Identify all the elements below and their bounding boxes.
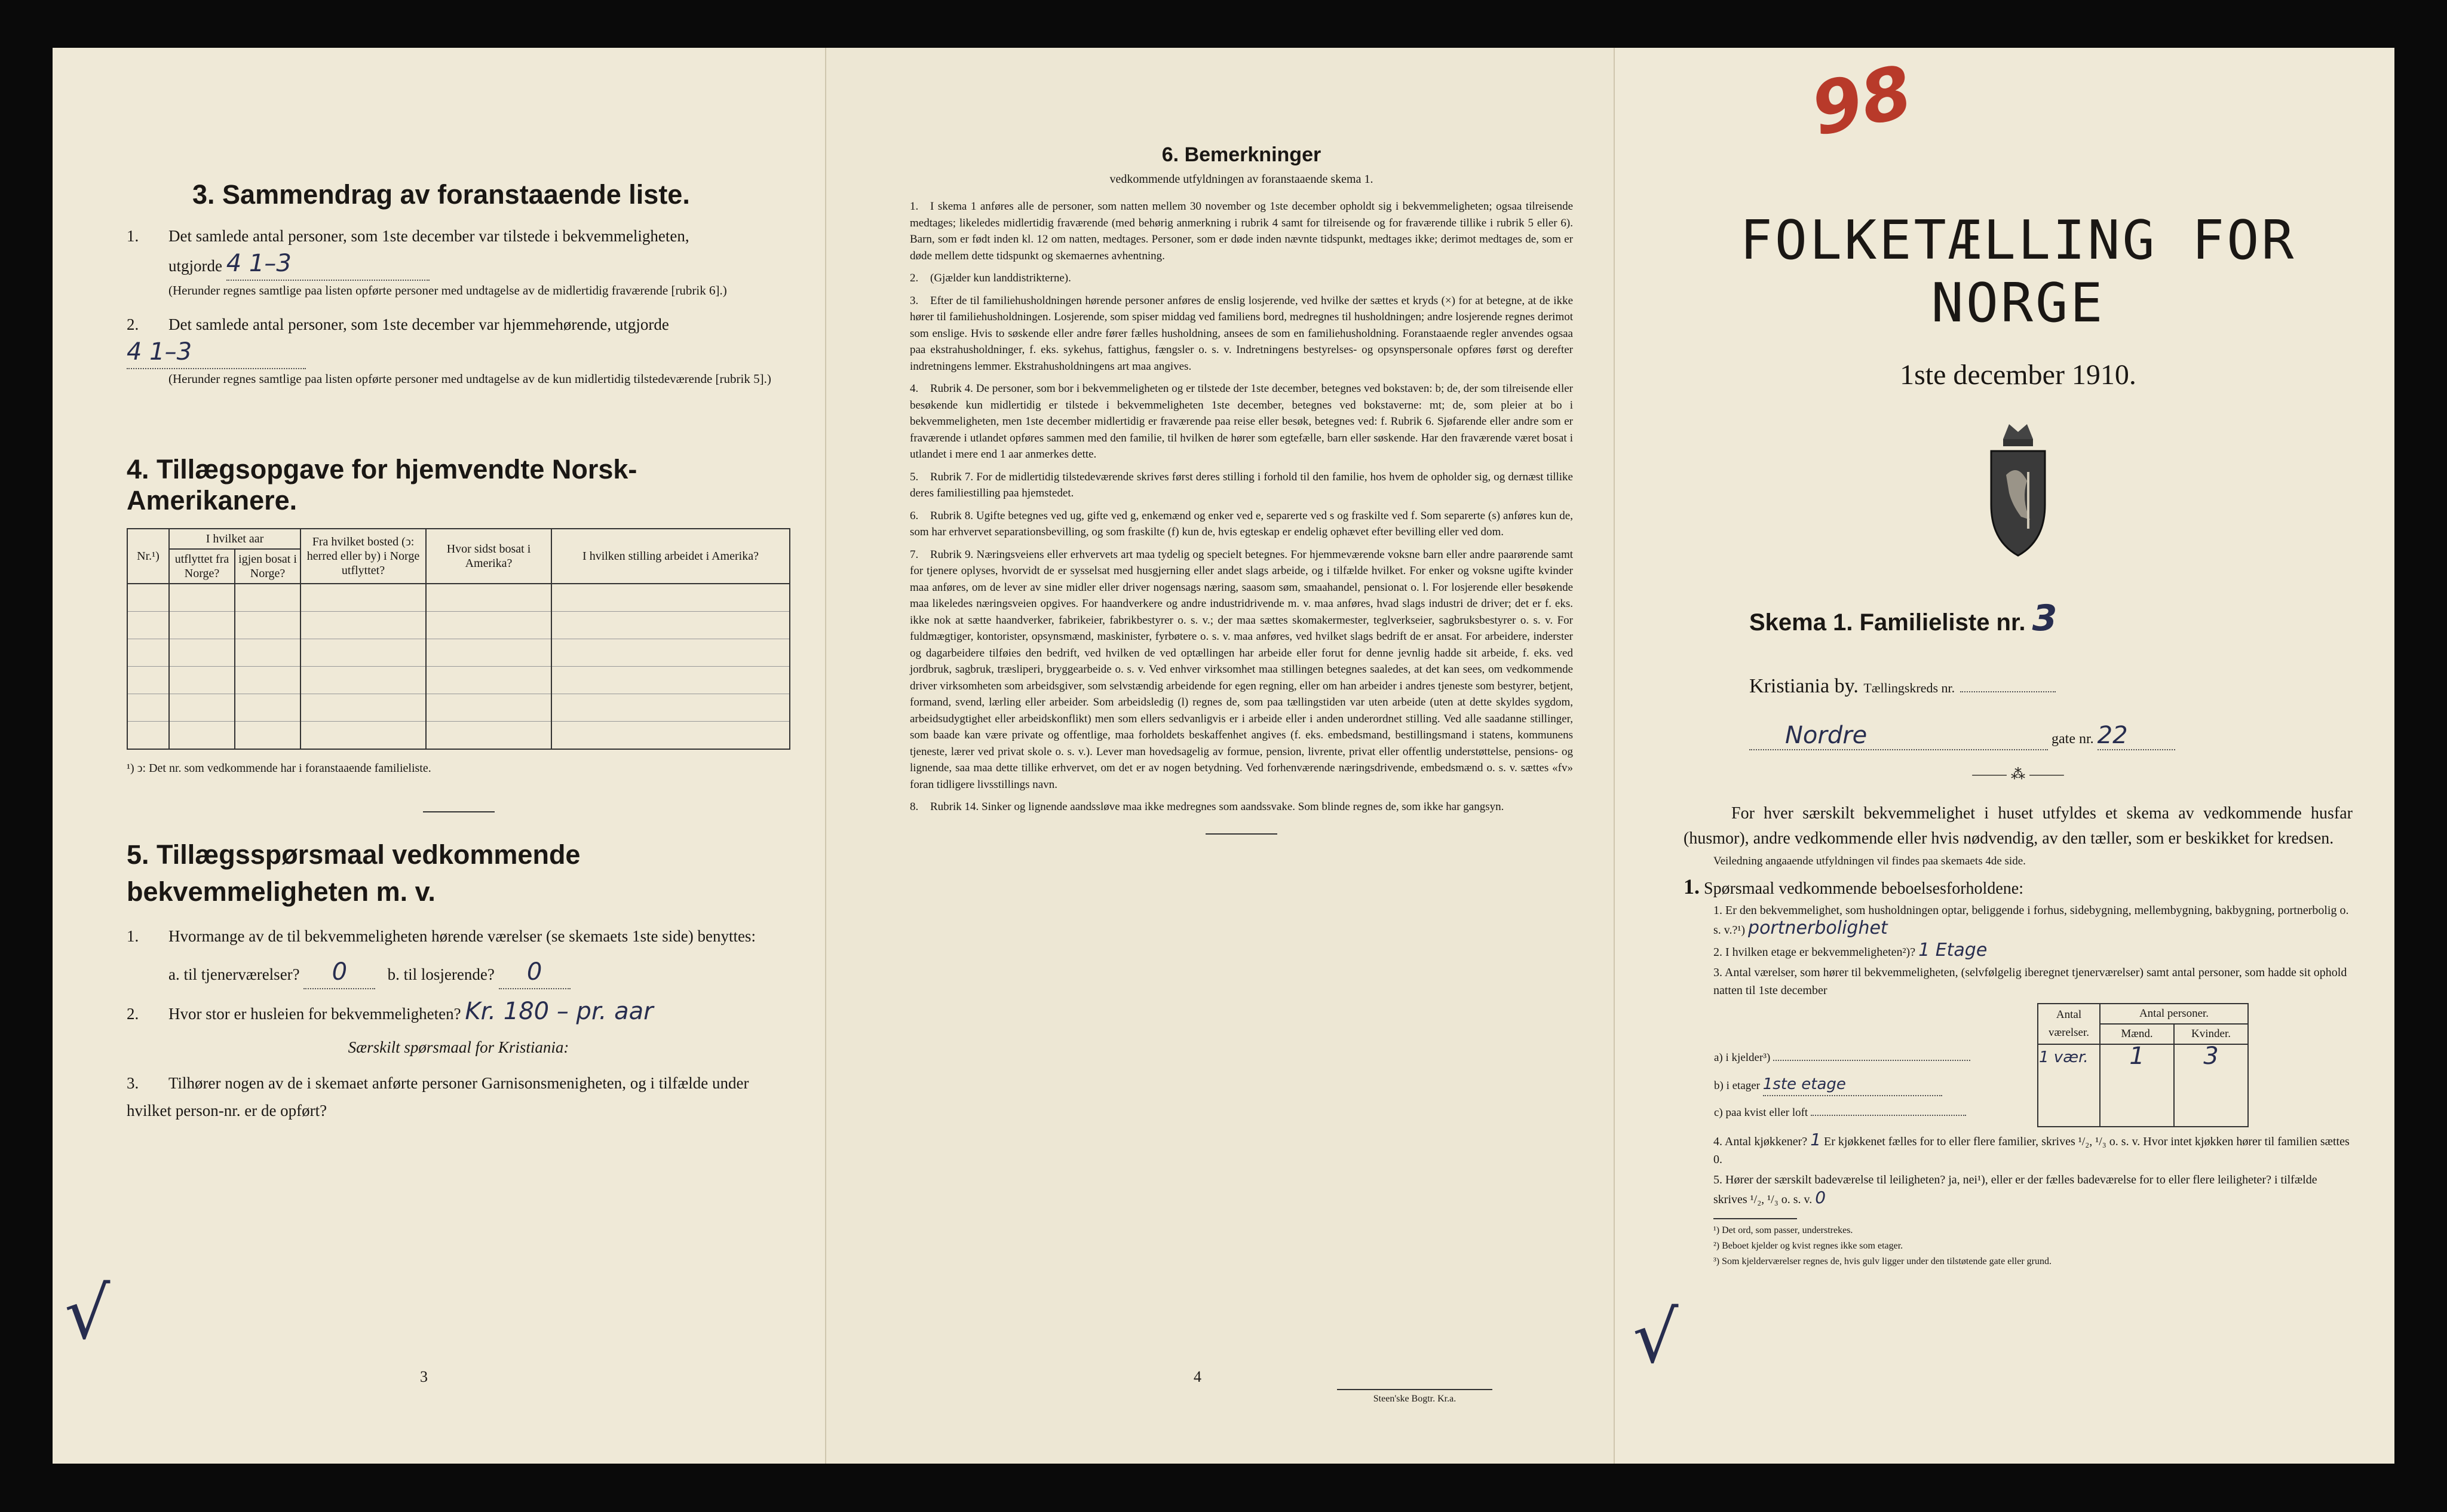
q4-kitchens: 4. Antal kjøkkener? [1713, 1135, 1808, 1148]
col-igjen: igjen bosat i Norge? [235, 549, 300, 584]
remarks-subtitle: vedkommende utfyldningen av foranstaaende skema 1. [1109, 173, 1373, 186]
col-nr: Nr.¹) [127, 529, 169, 584]
section-5-title: 5. Tillægsspørsmaal vedkommende bekvemmeligheten m. v. [127, 839, 581, 907]
row-a-women-hand: 3 [2203, 1042, 2219, 1070]
q1-text: Det samlede antal personer, som 1ste december var tilstede i bekvemmeligheten, [168, 227, 689, 245]
section-4-footnote: ¹) ↄ: Det nr. som vedkommende har i foranstaaende familieliste. [127, 762, 431, 775]
remark-item: 7. Rubrik 9. Næringsveiens eller erhvervets art maa tydelig og specielt betegnes. For hjemmeværende voksne barn eller andre paarørende samt for tjenere oplyses, hvorvidt de er sysselsat med husgjerning eller andet slags arbeide, og i tilfælde hvilket. For enker og voksne ugifte kvinder maa anføres, om de lever av sine midler eller driver nogensags næring, saasom søm, smaahandel, pensionat o. l. For losjerende eller besøkende maa likeledes næringsveien opgives. For haandverkere og andre industridrivende m. v. maa anføres, hvad slags industri de driver; det er f. eks. ikke nok at sætte haandverker, fabrikeier, fabrikbestyrer o. s. v.; der maa sættes skomakermester, teglverkseier, sagbruksbestyrer o. s. v. For fuldmægtiger, kontorister, opsynsmænd, maskinister, fyrbøtere o. s. v. maa anføres, ved hvilket slags bedrift de er ansat. For arbeidere, inderster og dagarbeidere tilføies den bedrift, ved hvilken de ved optællingen har arbeide eller forut for denne jevnlig hadde sit arbeide, f. eks. ved jordbruk, sagbruk, træsliperi, bryggearbeide o. s. v. Ved enhver virksomhet maa stillingen betegnes saaledes, at det kan sees, om vedkommende driver virksomheten som arbeidsgiver, som selvstændig arbeidende for egen regning, eller om han arbeider i andres tjeneste som bestyrer, betjent, formand, svend, lærling eller arbeider. Som arbeidsledig (l) regnes de, som paa tællingstiden var uten arbeide (uten at dette skyldes sygdom, arbeidsudygtighet eller arbeidskonflikt) men som ellers sedvanligvis er i arbeide eller i anden underordnet stilling. Ved alle saadanne stillinger, som baade kan være private og offentlige, maa forholdets beskaffenhet angives (f. eks. embedsmand, bestillingsmand i statens, kommunens tjeneste, lærer ved privat skole o. s. v.). Lever man hovedsagelig av formue, pension, livrente, privat eller offentlig understøttelse, pensions- og lignende, saa maa dette tillike erhvervet, om det er av nogen betydning. Ved forhenværende næringsdrivende, embedsmænd o. s. v. sættes «fv» foran tidligere livsstillings navn. [910, 548, 1573, 791]
s5-q1a-label: a. til tjenerværelser? [168, 965, 300, 983]
section-5-additional [127, 836, 790, 1124]
page-number-3: 3 [420, 1368, 428, 1385]
col-sidst: Hvor sidst bosat i Amerika? [426, 529, 551, 584]
section-3-title: 3. Sammendrag av foranstaaende liste. [192, 179, 690, 210]
gate-label: gate nr. [2052, 731, 2094, 747]
q2-hand: 1 Etage [1918, 940, 1988, 961]
ornament-icon: ⸻ ⁂ ⸻ [1971, 767, 2065, 783]
remarks-title: 6. Bemerkninger [1161, 143, 1321, 166]
col-stilling: I hvilken stilling arbeidet i Amerika? [551, 529, 790, 584]
q1-note: (Herunder regnes samtlige paa listen opførte personer med undtagelse av de midlertidig fraværende [rubrik 6].) [168, 283, 727, 298]
skema-label: Skema 1. Familieliste nr. [1749, 609, 2026, 636]
row-b-hand: 1ste etage [1762, 1075, 1846, 1093]
familieliste-nr: 3 [2032, 597, 2057, 639]
table-row [127, 722, 790, 750]
s5-q1b-hand: 0 [526, 958, 542, 986]
s5-q3-number: 3. [127, 1074, 139, 1092]
s5-special-heading: Særskilt spørsmaal for Kristiania: [348, 1038, 569, 1056]
col-antal-vaerelser: Antal værelser. [2038, 1004, 2100, 1044]
footnote-3: ³) Som kjelderværelser regnes de, hvis gulv ligger under den tilstøtende gate eller grund. [1713, 1256, 2052, 1266]
q5-bathroom: 5. Hører der særskilt badeværelse til leiligheten? ja, nei¹), eller er der fælles badeværelse for to eller flere leiligheter? i tilfælde skrives ¹/₂, ¹/₃ o. s. v. [1713, 1173, 2317, 1206]
col-bosted: Fra hvilket bosted (ↄ: herred eller by) i Norge utflyttet? [300, 529, 426, 584]
row-b-label: b) i etager [1714, 1079, 1761, 1092]
rooms-table [1713, 1003, 2249, 1127]
remark-item: 4. Rubrik 4. De personer, som bor i bekvemmeligheten og er tilstede der 1ste december, betegnes ved bokstaven: b; de, der som tilreisende eller besøkende kun midlertidig er tilstede i bekvemmeligheten 1ste december, betegnes ved bokstaverne: mt; de, som pleier at bo i bekvemmeligheten, men 1ste december midlertidig er fraværende paa reise eller besøk, betegnes ved: f. Rubrik 6. Sjøfarende eller andre som er fraværende i utlandet opføres sammen med den familie, til hvilken de hører som egtefælle, barn eller søskende. Har den fraværende været bosat i utlandet i mere end 1 aar anmerkes dette. [910, 382, 1573, 461]
page-1-cover [1615, 48, 2394, 1464]
table-row [127, 612, 790, 639]
norwegian-american-table [127, 528, 790, 750]
s5-q1b-label: b. til losjerende? [387, 965, 495, 983]
check-mark-icon: √ [65, 1272, 111, 1355]
street-name-hand: Nordre [1785, 722, 1868, 749]
remark-item: 6. Rubrik 8. Ugifte betegnes ved ug, gifte ved g, enkemænd og enker ved e, separerte ved s og fraskilte ved f. Som separerte (s) anføres kun de, som har erhvervet separationsbevilling, og som fraskilte (f) kun de, hvis egteskap er endelig ophævet efter bevilling eller ved dom. [910, 509, 1573, 538]
footnote-1: ¹) Det ord, som passer, understrekes. [1713, 1225, 1853, 1235]
census-title: FOLKETÆLLING FOR NORGE [1740, 209, 2296, 335]
intro-text: For hver særskilt bekvemmelighet i huset utfyldes et skema av vedkommende husfar (husmor), andre vedkommende eller hvis nødvendig, av den tæller, som er beskikket for kredsen. [1684, 804, 2353, 848]
table-row [1713, 1099, 2248, 1127]
divider [423, 811, 495, 812]
kristiania-label: Kristiania by. [1749, 675, 1859, 697]
table-row [1713, 1072, 2248, 1099]
remark-item: 8. Rubrik 14. Sinker og lignende aandssløve maa ikke medregnes som aandssvake. Som blinde regnes de, som ikke har gangsyn. [910, 801, 1504, 813]
section-3-summary [127, 179, 790, 388]
census-date: 1ste december 1910. [1900, 359, 2136, 391]
col-utflyttet: utflyttet fra Norge? [169, 549, 235, 584]
remark-item: 2. (Gjælder kun landdistrikterne). [910, 272, 1071, 284]
q3-rooms: 3. Antal værelser, som hører til bekvemmeligheten, (selvfølgelig iberegnet tjenerværelser) samt antal personer, som hadde sit ophold natten til 1ste december [1713, 966, 2347, 997]
remark-item: 1. I skema 1 anføres alle de personer, som natten mellem 30 november og 1ste december opholdt sig i bekvemmeligheten; ogsaa tilreisende medtages; likeledes midlertidig fraværende (med behørig anmerkning i rubrik 4 samt for tilreisende og for fraværende tillike i rubrik 5 eller 6). Barn, som er født inden kl. 12 om natten, medtages. Personer, som er døde inden nævnte tidspunkt, medtages ikke; derimot medtages de, som er døde mellem dette tidspunkt og skemaernes avhentning. [910, 200, 1573, 262]
footnotes [1713, 1223, 2353, 1269]
col-kvinder: Kvinder. [2174, 1024, 2248, 1044]
page-4 [826, 48, 1615, 1464]
check-mark-icon: √ [1633, 1296, 1679, 1379]
remark-item: 3. Efter de til familiehusholdningen hørende personer anføres de enslig losjerende, ved hvilke der sættes et kryds (×) for at betegne, at de ikke hører til familiehusholdningen. Losjerende, som spiser middag ved familiens bord, medregnes til husholdningen; andre losjerende regnes derimot som enslige. Hvis to søskende eller andre fører fælles husholdning, ansees de som en familiehusholdning. Foranstaaende regler anvendes ogsaa paa ekstrahusholdninger, f. eks. sykehus, fattighus, fængsler o. s. v. Indretningens bestyrelses- og opsynspersonale opføres først og derefter indretningens lemmer. Ekstrahusholdningens art maa angives. [910, 294, 1573, 373]
intro-note: Veiledning angaaende utfyldningen vil findes paa skemaets 4de side. [1713, 855, 2026, 867]
row-a-men-hand: 1 [2129, 1042, 2145, 1070]
s5-q2-number: 2. [127, 1005, 139, 1023]
section-4-title: 4. Tillægsopgave for hjemvendte Norsk-Amerikanere. [127, 454, 637, 516]
table-row [127, 694, 790, 722]
questions-block [1713, 901, 2353, 1209]
coat-of-arms [1684, 415, 2353, 562]
row-a-label: a) i kjelder³) [1714, 1051, 1771, 1064]
q1-housing-type: 1. Er den bekvemmelighet, som husholdningen optar, beliggende i forhus, sidebygning, mellembygning, bakbygning, portnerbolig o. s. v.?¹) [1713, 904, 2349, 937]
footnote-rule [1713, 1218, 1797, 1219]
q2-floor: 2. I hvilken etage er bekvemmeligheten²)? [1713, 946, 1916, 959]
q1-handwritten-count: 4 1–3 [226, 250, 292, 277]
s5-q1a-hand: 0 [332, 958, 348, 986]
question-group-number: 1. [1684, 875, 1700, 898]
footnote-2: ²) Beboet kjelder og kvist regnes ikke som etager. [1713, 1241, 1903, 1251]
printer-imprint: Steen'ske Bogtr. Kr.a. [1337, 1389, 1492, 1404]
q4-rest: Er kjøkkenet fælles for to eller flere familier, skrives ¹/₂, ¹/₃ o. s. v. Hvor intet kjøkken hører til familien sættes 0. [1713, 1135, 2350, 1166]
q1-hand: portnerbolighet [1748, 918, 1888, 939]
q2-note: (Herunder regnes samtlige paa listen opførte personer med undtagelse av de kun midlertidig tilstedeværende [rubrik 5].) [168, 372, 771, 386]
col-antal-personer: Antal personer. [2100, 1004, 2248, 1024]
norwegian-lion-icon [1985, 415, 2051, 559]
section-4-norwegian-americans [127, 454, 790, 775]
question-group-title: Spørsmaal vedkommende beboelsesforholdene: [1704, 879, 2023, 898]
col-year-group: I hvilket aar [169, 529, 300, 549]
s5-q1-text: Hvormange av de til bekvemmeligheten hørende værelser (se skemaets 1ste side) benyttes: [168, 927, 756, 945]
q1-number: 1. [127, 227, 139, 245]
q2-text: Det samlede antal personer, som 1ste december var hjemmehørende, utgjorde [168, 315, 669, 333]
s5-q1-number: 1. [127, 927, 139, 945]
row-c-label: c) paa kvist eller loft [1714, 1106, 1808, 1119]
table-row [1713, 1044, 2248, 1072]
page-3 [53, 48, 826, 1464]
kreds-label: Tællingskreds nr. [1863, 680, 1955, 695]
q2-number: 2. [127, 315, 139, 333]
s5-q2-text: Hvor stor er husleien for bekvemmeligheten? [168, 1005, 461, 1023]
red-archive-number: 98 [1804, 50, 1919, 152]
q1-utgjorde-label: utgjorde [168, 257, 222, 275]
divider [1206, 833, 1277, 835]
remarks-list [910, 198, 1573, 815]
table-row [127, 667, 790, 694]
gate-nr-hand: 22 [2097, 722, 2128, 749]
q4-hand: 1 [1810, 1130, 1822, 1149]
q5-hand: 0 [1815, 1188, 1826, 1207]
s5-q3-text: Tilhører nogen av de i skemaet anførte personer Garnisonsmenigheten, og i tilfælde under hvilket person-nr. er de opført? [127, 1074, 749, 1120]
table-row [127, 584, 790, 612]
remark-item: 5. Rubrik 7. For de midlertidig tilstedeværende skrives først deres stilling i forhold til den familie, hos hvem de opholder sig, og dernæst tillike deres familiestilling paa hjemstedet. [910, 470, 1573, 499]
page-number-4: 4 [1194, 1368, 1201, 1385]
table-row [127, 639, 790, 667]
col-maend: Mænd. [2100, 1024, 2174, 1044]
s5-q2-hand: Kr. 180 – pr. aar [465, 998, 654, 1025]
row-a-rooms-hand: 1 vær. [2039, 1048, 2089, 1066]
q2-handwritten-count: 4 1–3 [127, 338, 192, 366]
